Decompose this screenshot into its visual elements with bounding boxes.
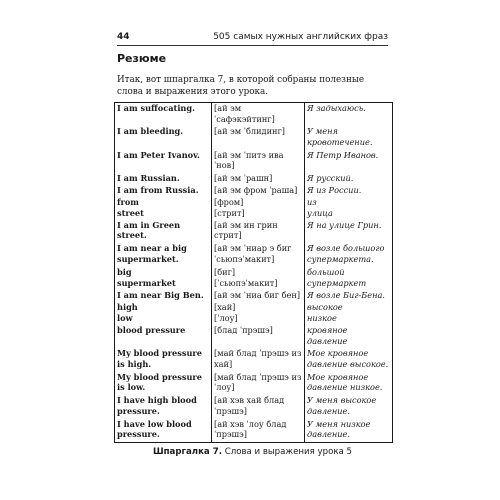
phrase-table — [114, 102, 393, 443]
russian-translation: Я задыхаюсь. — [305, 103, 393, 126]
english-phrase: I am from Russia. — [117, 184, 199, 195]
russian-translation: Я русский. — [305, 173, 393, 185]
transcription: [ай эм ˈрашн] — [212, 173, 305, 185]
phrase-table-body — [115, 103, 392, 442]
english-phrase: I am suffocating. — [117, 103, 195, 113]
english-phrase: My blood pressure is high. — [117, 348, 202, 369]
caption-label: Шпаргалка 7. — [153, 447, 222, 457]
book-title: 505 самых нужных английских фраз — [213, 32, 388, 42]
table-row — [115, 325, 392, 348]
table-row — [115, 150, 392, 173]
english-phrase: supermarket — [117, 278, 176, 289]
table-row — [115, 278, 392, 290]
table-row — [115, 395, 392, 418]
russian-translation: улица — [305, 208, 393, 220]
russian-translation: низкое — [305, 313, 393, 325]
transcription: [май блад ˈпрэшэ из хай] — [212, 348, 305, 371]
english-phrase: I am Peter Ivanov. — [117, 149, 200, 160]
table-row — [115, 103, 392, 126]
english-phrase: I am bleeding. — [117, 126, 184, 137]
table-row — [115, 208, 392, 220]
table-row — [115, 419, 392, 442]
table-row — [115, 302, 392, 314]
english-phrase: I am Russian. — [117, 173, 180, 184]
transcription: [ˈлоу] — [212, 313, 305, 325]
english-phrase: I have low blood pressure. — [117, 418, 192, 440]
russian-translation: Я возле Биг-Бена. — [305, 290, 393, 302]
russian-translation: У меня высокое давление. — [305, 395, 393, 418]
table-row — [115, 313, 392, 325]
transcription: [ай эм ин грин стрит] — [212, 220, 305, 243]
transcription: [ай хэв хай блад ˈпрэшэ] — [212, 395, 305, 418]
english-phrase: My blood pressure is low. — [117, 371, 202, 393]
table-row — [115, 243, 392, 266]
russian-translation: Я из России. — [305, 185, 393, 197]
table-row — [115, 185, 392, 197]
caption-text: Слова и выражения урока 5 — [221, 447, 352, 457]
table-caption — [100, 446, 405, 458]
english-phrase: from — [117, 196, 139, 207]
transcription: [ˈсьюпэˈмакит] — [212, 278, 305, 290]
table-row — [115, 173, 392, 185]
table-row — [115, 267, 392, 279]
intro-paragraph: Итак, вот шпаргалка 7, в которой собраны полезные слова и выражения этого урока. — [117, 75, 365, 97]
transcription: [ай эм ˈниа биг бен] — [212, 290, 305, 302]
russian-translation: большой — [305, 267, 393, 279]
english-phrase: I am near Big Ben. — [117, 290, 204, 300]
english-phrase: I am in Green street. — [117, 219, 181, 241]
english-phrase: blood pressure — [117, 325, 186, 336]
english-phrase: street — [117, 208, 144, 219]
russian-translation: Я на улице Грин. — [305, 220, 393, 243]
russian-translation: кровяное давление — [305, 325, 393, 348]
table-row — [115, 348, 392, 371]
table-row — [115, 220, 392, 243]
russian-translation: Я возле большого супермаркета. — [305, 243, 393, 266]
transcription: [ай эм фром ˈраша] — [212, 185, 305, 197]
running-head — [117, 30, 388, 46]
transcription: [май блад ˈпрэшэ из ˈлоу] — [212, 372, 305, 395]
page-number: 44 — [117, 32, 130, 42]
table-row — [115, 290, 392, 302]
transcription: [ай эм ˈблидинг] — [212, 126, 305, 149]
russian-translation: высокое — [305, 302, 393, 314]
russian-translation: из — [305, 197, 393, 209]
english-phrase: low — [117, 313, 133, 324]
russian-translation: У меня низкое давление. — [305, 419, 393, 442]
transcription: [блад ˈпрэшэ] — [212, 325, 305, 348]
section-title: Резюме — [117, 52, 167, 65]
transcription: [ай хэв ˈлоу блад ˈпрэшэ] — [212, 419, 305, 442]
english-phrase: I am near a big supermarket. — [117, 243, 187, 264]
russian-translation: супермаркет — [305, 278, 393, 290]
english-phrase: big — [117, 266, 132, 277]
transcription: [ай эм ˈниар э биг ˈсьюпэˈмакит] — [212, 243, 305, 266]
transcription: [фром] — [212, 197, 305, 209]
russian-translation: Мое кровяное давление низкое. — [305, 372, 393, 395]
transcription: [ай эм ˈсафэкэйтинг] — [212, 103, 305, 126]
english-phrase: I have high blood pressure. — [117, 395, 197, 416]
table-row — [115, 372, 392, 395]
table-row — [115, 197, 392, 209]
transcription: [хай] — [212, 302, 305, 314]
russian-translation: Я Петр Иванов. — [305, 150, 393, 173]
russian-translation: У меня кровотечение. — [305, 126, 393, 149]
transcription: [стрит] — [212, 208, 305, 220]
english-phrase: high — [117, 301, 138, 312]
transcription: [ай эм ˈпитэ иваˈнов] — [212, 150, 305, 173]
table-row — [115, 126, 392, 149]
transcription: [биг] — [212, 267, 305, 279]
russian-translation: Мое кровяное давление высокое. — [305, 348, 393, 371]
